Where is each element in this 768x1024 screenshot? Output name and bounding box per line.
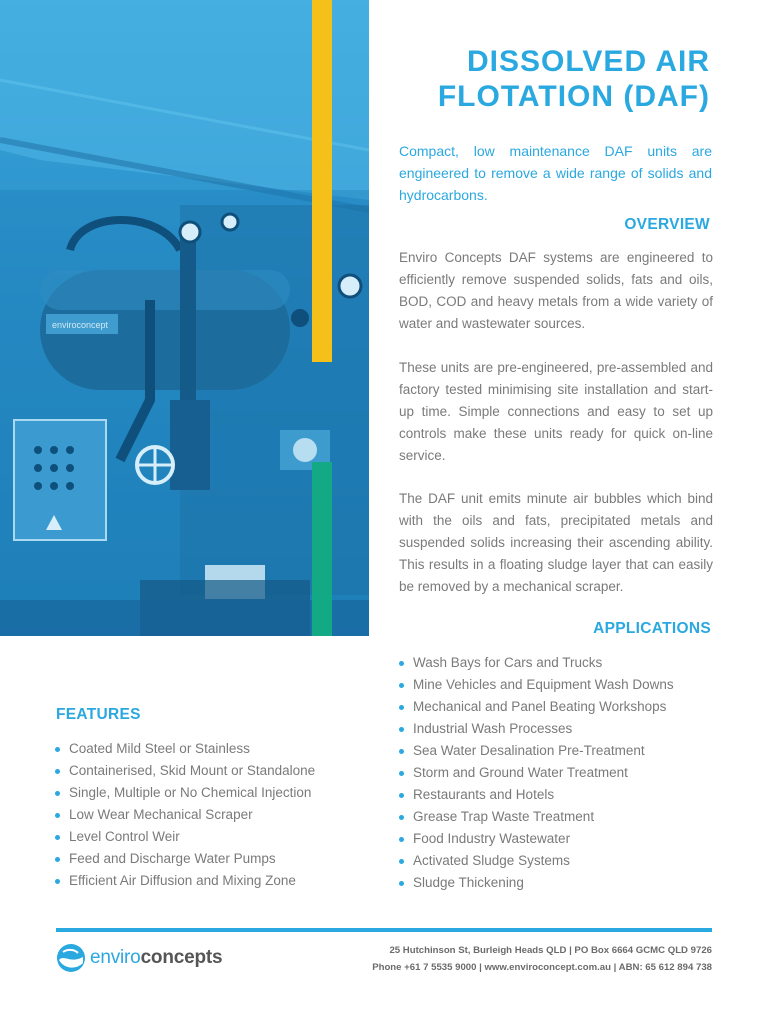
list-item: Mine Vehicles and Equipment Wash Downs — [399, 674, 674, 696]
list-item: Wash Bays for Cars and Trucks — [399, 652, 674, 674]
logo-text-suffix: concepts — [140, 947, 223, 968]
list-item: Single, Multiple or No Chemical Injection — [55, 782, 315, 804]
overview-paragraph: Enviro Concepts DAF systems are engineered to efficiently remove suspended solids, fats and oils, BOD, COD and heavy metals from a wide variety of water and wastewater sources. — [399, 250, 713, 331]
page-title — [380, 44, 710, 114]
intro-text: Compact, low maintenance DAF units are engineered to remove a wide range of solids and hydrocarbons. — [399, 143, 712, 203]
features-heading: FEATURES — [56, 706, 141, 723]
tank-label-text: enviroconcept — [52, 320, 109, 330]
footer-divider — [56, 928, 712, 932]
list-item: Low Wear Mechanical Scraper — [55, 804, 315, 826]
list-item: Sea Water Desalination Pre-Treatment — [399, 740, 674, 762]
list-item: Storm and Ground Water Treatment — [399, 762, 674, 784]
list-item: Feed and Discharge Water Pumps — [55, 848, 315, 870]
list-item: Coated Mild Steel or Stainless — [55, 738, 315, 760]
globe-logo-icon — [56, 943, 86, 973]
footer-phone-web: Phone +61 7 5535 9000 | www.enviroconcept.com.au | ABN: 65 612 894 738 — [372, 962, 712, 973]
accent-bar-green — [312, 462, 332, 636]
list-item: Grease Trap Waste Treatment — [399, 806, 674, 828]
list-item: Industrial Wash Processes — [399, 718, 674, 740]
accent-bar-yellow — [312, 0, 332, 362]
list-item: Containerised, Skid Mount or Standalone — [55, 760, 315, 782]
list-item: Mechanical and Panel Beating Workshops — [399, 696, 674, 718]
list-item: Food Industry Wastewater — [399, 828, 674, 850]
list-item: Restaurants and Hotels — [399, 784, 674, 806]
title-line-2: FLOTATION (DAF) — [437, 80, 710, 113]
company-logo — [56, 942, 222, 974]
footer-address: 25 Hutchinson St, Burleigh Heads QLD | PO Box 6664 GCMC QLD 9726 — [389, 945, 712, 956]
list-item: Sludge Thickening — [399, 872, 674, 894]
title-line-1: DISSOLVED AIR — [466, 45, 710, 78]
applications-heading: APPLICATIONS — [593, 620, 711, 637]
overview-paragraph: These units are pre-engineered, pre-assembled and factory tested minimising site installation and start-up time. Simple connections and easy to set up controls make these units ready for quick on-line service. — [399, 360, 713, 463]
footer-contact — [372, 942, 712, 976]
list-item: Activated Sludge Systems — [399, 850, 674, 872]
logo-text-prefix: enviro — [90, 947, 141, 968]
overview-paragraph: The DAF unit emits minute air bubbles which bind with the oils and fats, precipitated metals and suspended solids increasing their ascending ability. This results in a floating sludge layer that can easily be removed by a mechanical scraper. — [399, 491, 713, 594]
list-item: Level Control Weir — [55, 826, 315, 848]
list-item: Efficient Air Diffusion and Mixing Zone — [55, 870, 315, 892]
applications-list — [399, 652, 674, 894]
features-list — [55, 738, 315, 892]
overview-heading: OVERVIEW — [624, 216, 710, 233]
